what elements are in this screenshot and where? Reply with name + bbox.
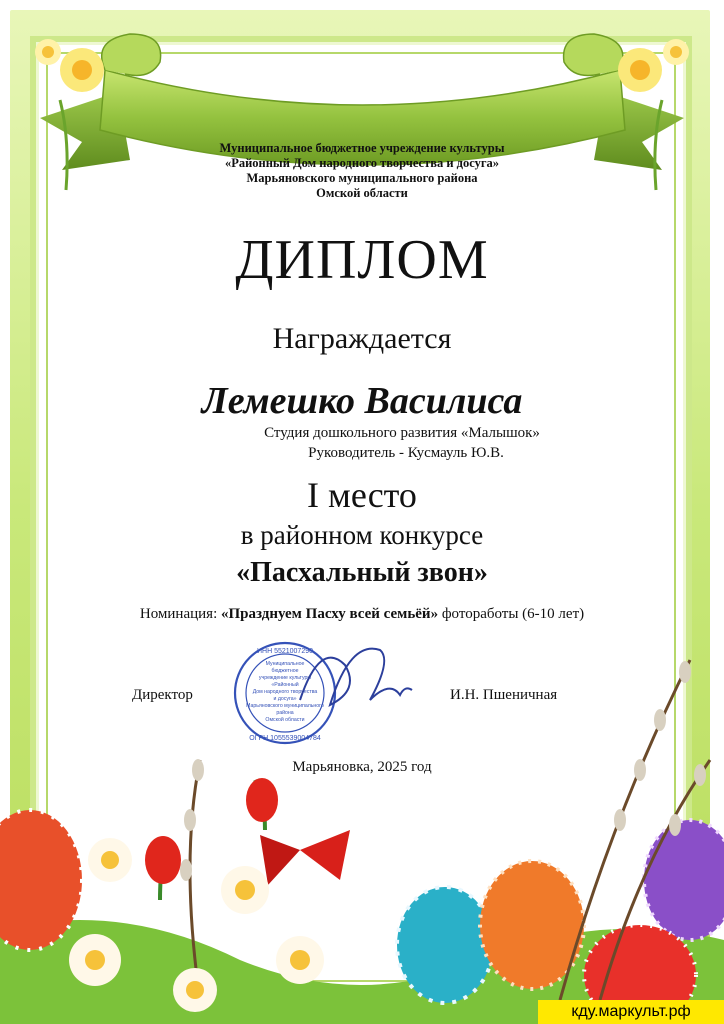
diploma-title: ДИПЛОМ [235, 229, 489, 291]
stamp-ogrn: ОГРН 1055539004784 [249, 735, 321, 742]
svg-text:района: района [276, 710, 294, 716]
svg-text:учреждение культуры: учреждение культуры [258, 675, 312, 681]
studio-name: Студия дошкольного развития «Малышок» [264, 425, 540, 441]
awarded-label: Награждается [272, 322, 452, 355]
svg-text:Дом народного творчества: Дом народного творчества [252, 689, 318, 695]
svg-text:Муниципальное: Муниципальное [265, 661, 305, 667]
contest-name: «Пасхальный звон» [236, 557, 488, 588]
stamp-seal-icon [235, 643, 335, 743]
website-badge[interactable]: кду.маркульт.рф [538, 1000, 724, 1024]
nomination-suffix: фотоработы (6-10 лет) [441, 606, 585, 622]
leader-name: Руководитель - Кусмауль Ю.В. [308, 445, 504, 461]
place-label: I место [307, 475, 417, 515]
svg-text:Омской области: Омской области [265, 717, 305, 723]
svg-text:бюджетное: бюджетное [271, 668, 299, 674]
recipient-name: Лемешко Василиса [201, 380, 523, 422]
org-line: «Районный Дом народного творчества и досуга» [224, 156, 500, 170]
signature-icon [300, 649, 412, 705]
director-name: И.Н. Пшеничная [450, 687, 558, 703]
svg-text:Марьяновского муниципального: Марьяновского муниципального [246, 703, 324, 709]
place-year: Марьяновка, 2025 год [292, 759, 432, 775]
director-role: Директор [132, 687, 193, 703]
org-line: Омской области [316, 186, 408, 200]
stamp-inn: ИНН 5521007290 [256, 648, 314, 655]
org-line: Муниципальное бюджетное учреждение культуры [219, 141, 505, 155]
org-line: Марьяновского муниципального района [246, 171, 478, 185]
svg-text:и досуга»: и досуга» [273, 696, 297, 702]
contest-prefix: в районном конкурсе [240, 520, 484, 550]
nomination-label: Номинация: [139, 606, 218, 622]
svg-text:«Районный: «Районный [271, 682, 299, 688]
nomination-name: «Празднуем Пасху всей семьёй» [220, 606, 439, 622]
